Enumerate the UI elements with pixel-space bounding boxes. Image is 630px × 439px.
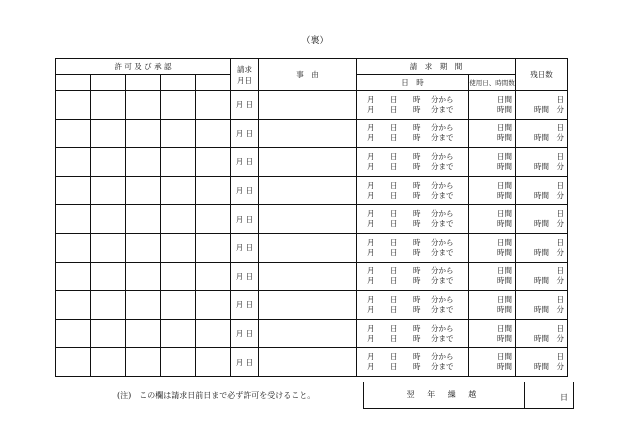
- remaining-cell[interactable]: 日 時間 分: [516, 262, 568, 291]
- approval-stamp-cell[interactable]: [91, 262, 126, 291]
- remaining-header: 残日数: [516, 59, 568, 91]
- request-date-cell[interactable]: 月 日: [231, 148, 259, 177]
- reason-cell[interactable]: [259, 319, 357, 348]
- approval-stamp-cell[interactable]: [196, 176, 231, 205]
- approval-stamp-cell[interactable]: [56, 91, 91, 120]
- used-cell[interactable]: 日間 時間: [469, 91, 516, 120]
- used-cell[interactable]: 日間 時間: [469, 348, 516, 377]
- used-cell[interactable]: 日間 時間: [469, 176, 516, 205]
- approval-stamp-cell[interactable]: [196, 119, 231, 148]
- request-date-cell[interactable]: 月 日: [231, 233, 259, 262]
- remaining-cell[interactable]: 日 時間 分: [516, 348, 568, 377]
- period-datetime-cell[interactable]: 月 日 時 分から 月 日 時 分まで: [357, 119, 469, 148]
- remaining-cell[interactable]: 日 時間 分: [516, 176, 568, 205]
- approval-stamp-cell[interactable]: [161, 91, 196, 120]
- approval-stamp-cell[interactable]: [91, 233, 126, 262]
- used-header: 使用日、時間数: [469, 75, 516, 91]
- approval-stamp-cell[interactable]: [56, 233, 91, 262]
- reason-cell[interactable]: [259, 348, 357, 377]
- page-title: （裏）: [301, 36, 329, 46]
- request-date-cell[interactable]: 月 日: [231, 348, 259, 377]
- approval-stamp-cell[interactable]: [126, 233, 161, 262]
- approval-stamp-cell[interactable]: [56, 291, 91, 320]
- request-date-cell[interactable]: 月 日: [231, 262, 259, 291]
- reason-cell[interactable]: [259, 205, 357, 234]
- approval-stamp-cell[interactable]: [91, 119, 126, 148]
- approval-stamp-cell[interactable]: [56, 119, 91, 148]
- approval-stamp-cell[interactable]: [161, 233, 196, 262]
- approval-stamp-cell[interactable]: [91, 291, 126, 320]
- period-datetime-cell[interactable]: 月 日 時 分から 月 日 時 分まで: [357, 262, 469, 291]
- approval-stamp-cell[interactable]: [161, 176, 196, 205]
- approval-stamp-cell[interactable]: [196, 348, 231, 377]
- approval-stamp-cell[interactable]: [196, 205, 231, 234]
- period-datetime-cell[interactable]: 月 日 時 分から 月 日 時 分まで: [357, 176, 469, 205]
- used-cell[interactable]: 日間 時間: [469, 262, 516, 291]
- approval-stamp-cell[interactable]: [196, 91, 231, 120]
- period-datetime-cell[interactable]: 月 日 時 分から 月 日 時 分まで: [357, 319, 469, 348]
- approval-stamp-cell[interactable]: [196, 291, 231, 320]
- approval-stamp-cell[interactable]: [196, 319, 231, 348]
- approval-cell[interactable]: [56, 75, 91, 91]
- period-datetime-cell[interactable]: 月 日 時 分から 月 日 時 分まで: [357, 148, 469, 177]
- carryover-box: [363, 382, 574, 409]
- remaining-cell[interactable]: 日 時間 分: [516, 233, 568, 262]
- approval-stamp-cell[interactable]: [91, 348, 126, 377]
- period-datetime-cell[interactable]: 月 日 時 分から 月 日 時 分まで: [357, 91, 469, 120]
- approval-stamp-cell[interactable]: [196, 148, 231, 177]
- reason-cell[interactable]: [259, 291, 357, 320]
- remaining-cell[interactable]: 日 時間 分: [516, 91, 568, 120]
- approval-cell[interactable]: [161, 75, 196, 91]
- approval-cell[interactable]: [91, 75, 126, 91]
- period-header: 請 求 期 間: [357, 59, 516, 75]
- approval-stamp-cell[interactable]: [126, 148, 161, 177]
- reason-header: 事 由: [259, 59, 357, 91]
- used-cell[interactable]: 日間 時間: [469, 119, 516, 148]
- approval-cell[interactable]: [196, 75, 231, 91]
- approval-stamp-cell[interactable]: [161, 291, 196, 320]
- table-row: [56, 148, 568, 177]
- approval-stamp-cell[interactable]: [161, 119, 196, 148]
- reason-cell[interactable]: [259, 119, 357, 148]
- reason-cell[interactable]: [259, 176, 357, 205]
- reason-cell[interactable]: [259, 91, 357, 120]
- approval-stamp-cell[interactable]: [91, 91, 126, 120]
- period-datetime-cell[interactable]: 月 日 時 分から 月 日 時 分まで: [357, 291, 469, 320]
- reason-cell[interactable]: [259, 262, 357, 291]
- reason-cell[interactable]: [259, 148, 357, 177]
- request-date-cell[interactable]: 月 日: [231, 176, 259, 205]
- leave-request-table: [55, 58, 568, 377]
- approval-stamp-cell[interactable]: [126, 119, 161, 148]
- remaining-cell[interactable]: 日 時間 分: [516, 119, 568, 148]
- footnote: (注) この欄は請求日前日まで必ず許可を受けること。: [117, 391, 316, 400]
- approval-stamp-cell[interactable]: [126, 348, 161, 377]
- period-datetime-cell[interactable]: 月 日 時 分から 月 日 時 分まで: [357, 348, 469, 377]
- table-row: [56, 91, 568, 120]
- carryover-unit: 日: [560, 393, 568, 402]
- approval-stamp-cell[interactable]: [56, 262, 91, 291]
- table-row: [56, 319, 568, 348]
- request-date-cell[interactable]: 月 日: [231, 319, 259, 348]
- approval-stamp-cell[interactable]: [126, 291, 161, 320]
- approval-stamp-cell[interactable]: [56, 348, 91, 377]
- approval-stamp-cell[interactable]: [56, 176, 91, 205]
- approval-stamp-cell[interactable]: [161, 262, 196, 291]
- approval-stamp-cell[interactable]: [91, 205, 126, 234]
- approval-stamp-cell[interactable]: [91, 148, 126, 177]
- used-cell[interactable]: 日間 時間: [469, 291, 516, 320]
- approval-stamp-cell[interactable]: [91, 319, 126, 348]
- table-row: [56, 233, 568, 262]
- used-cell[interactable]: 日間 時間: [469, 205, 516, 234]
- remaining-cell[interactable]: 日 時間 分: [516, 148, 568, 177]
- used-cell[interactable]: 日間 時間: [469, 148, 516, 177]
- approval-stamp-cell[interactable]: [126, 319, 161, 348]
- approval-stamp-cell[interactable]: [161, 319, 196, 348]
- approval-stamp-cell[interactable]: [126, 262, 161, 291]
- datetime-header: 日 時: [357, 75, 469, 91]
- approval-stamp-cell[interactable]: [56, 148, 91, 177]
- table-row: [56, 348, 568, 377]
- remaining-cell[interactable]: 日 時間 分: [516, 319, 568, 348]
- request-date-cell[interactable]: 月 日: [231, 291, 259, 320]
- table-row: [56, 291, 568, 320]
- remaining-cell[interactable]: 日 時間 分: [516, 291, 568, 320]
- approval-stamp-cell[interactable]: [161, 348, 196, 377]
- request-date-cell[interactable]: 月 日: [231, 205, 259, 234]
- reason-cell[interactable]: [259, 233, 357, 262]
- table-row: [56, 176, 568, 205]
- approval-stamp-cell[interactable]: [126, 176, 161, 205]
- used-cell[interactable]: 日間 時間: [469, 319, 516, 348]
- approval-header: 許 可 及 び 承 認: [56, 59, 231, 75]
- approval-cell[interactable]: [126, 75, 161, 91]
- approval-stamp-cell[interactable]: [91, 176, 126, 205]
- approval-stamp-cell[interactable]: [161, 148, 196, 177]
- table-row: [56, 119, 568, 148]
- request-date-cell[interactable]: 月 日: [231, 91, 259, 120]
- table-row: [56, 262, 568, 291]
- period-datetime-cell[interactable]: 月 日 時 分から 月 日 時 分まで: [357, 205, 469, 234]
- approval-stamp-cell[interactable]: [196, 233, 231, 262]
- request-date-header: 請求 月日: [231, 59, 259, 91]
- approval-stamp-cell[interactable]: [126, 205, 161, 234]
- approval-stamp-cell[interactable]: [56, 319, 91, 348]
- period-datetime-cell[interactable]: 月 日 時 分から 月 日 時 分まで: [357, 233, 469, 262]
- remaining-cell[interactable]: 日 時間 分: [516, 205, 568, 234]
- approval-stamp-cell[interactable]: [196, 262, 231, 291]
- approval-stamp-cell[interactable]: [56, 205, 91, 234]
- carryover-label: 翌 年 繰 越: [406, 390, 482, 399]
- used-cell[interactable]: 日間 時間: [469, 233, 516, 262]
- request-date-cell[interactable]: 月 日: [231, 119, 259, 148]
- approval-stamp-cell[interactable]: [161, 205, 196, 234]
- table-row: [56, 205, 568, 234]
- approval-stamp-cell[interactable]: [126, 91, 161, 120]
